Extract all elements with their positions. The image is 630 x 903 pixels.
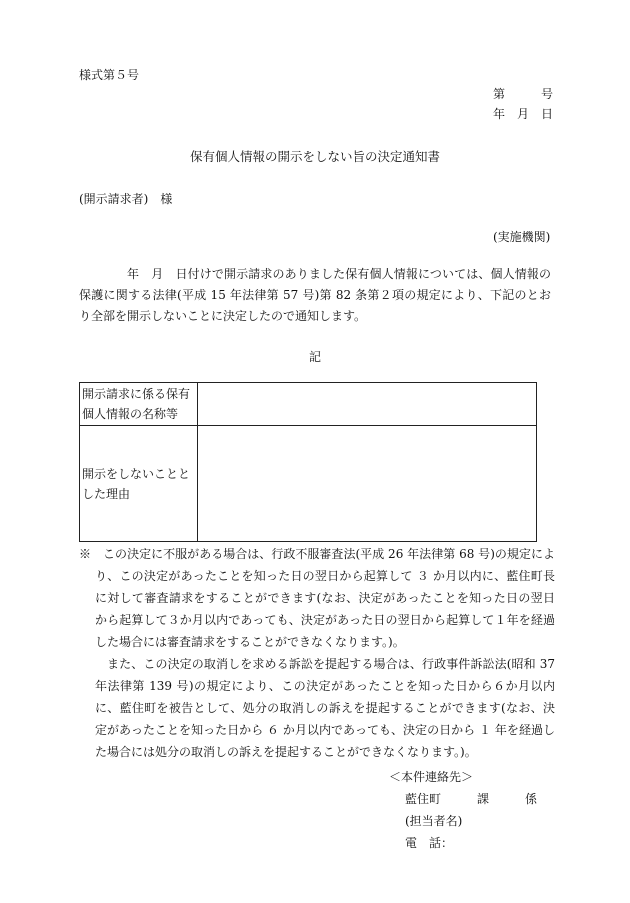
form-number: 様式第５号 [79, 68, 140, 82]
info-name-value [198, 383, 537, 426]
reason-value [198, 426, 537, 542]
table-row [80, 426, 537, 542]
contact-department: 藍住町 課 係 [405, 792, 538, 806]
document-date: 年 月 日 [493, 107, 554, 121]
contact-heading: ＜本件連絡先＞ [389, 770, 474, 784]
appeal-note-review: ※ この決定に不服がある場合は、行政不服審査法(平成 26 年法律第 68 号)の規定により、この決定があったことを知った日の翌日から起算して ３ か月以内に、藍住町長に対して審査請求をすることができます(なお、決定があったことを知った日の翌日から起算して３か月以内であっても、決定があった日の翌日から起算して１年を経過した場合には審査請求をすることができなくなります。)。 [79, 547, 555, 649]
appeal-note-lawsuit: また、この決定の取消しを求める訴訟を提起する場合は、行政事件訴訟法(昭和 37 年法律第 139 号)の規定により、この決定があったことを知った日から６か月以内に、藍住町を被告として、処分の取消しの訴えを提起することができます(なお、決定があったことを知った日から ６ か月以内であっても、決定の日から １ 年を経過した場合には処分の取消しの訴えを提起することができなくなります。)。 [95, 657, 555, 759]
ki-heading: 記 [308, 350, 321, 364]
notice-body-text: 年 月 日付けで開示請求のありました保有個人情報については、個人情報の保護に関する法律(平成 15 年法律第 57 号)第 82 条第２項の規定により、下記のとおり全部を開示しないことに決定したので通知します。 [79, 267, 551, 323]
notice-body [79, 264, 551, 327]
info-name-label: 開示請求に係る保有個人情報の名称等 [80, 383, 198, 426]
appeal-notes [79, 543, 555, 763]
reason-label: 開示をしないこととした理由 [80, 426, 198, 542]
document-title: 保有個人情報の開示をしない旨の決定通知書 [189, 149, 440, 164]
contact-block [389, 766, 537, 854]
document-number: 第 号 [493, 87, 554, 101]
table-row [80, 383, 537, 426]
decision-table [79, 382, 537, 542]
contact-phone: 電 話： [405, 836, 454, 850]
implementing-agency: (実施機関) [493, 230, 551, 244]
contact-person: (担当者名) [405, 814, 463, 828]
addressee: (開示請求者) 様 [79, 192, 173, 206]
